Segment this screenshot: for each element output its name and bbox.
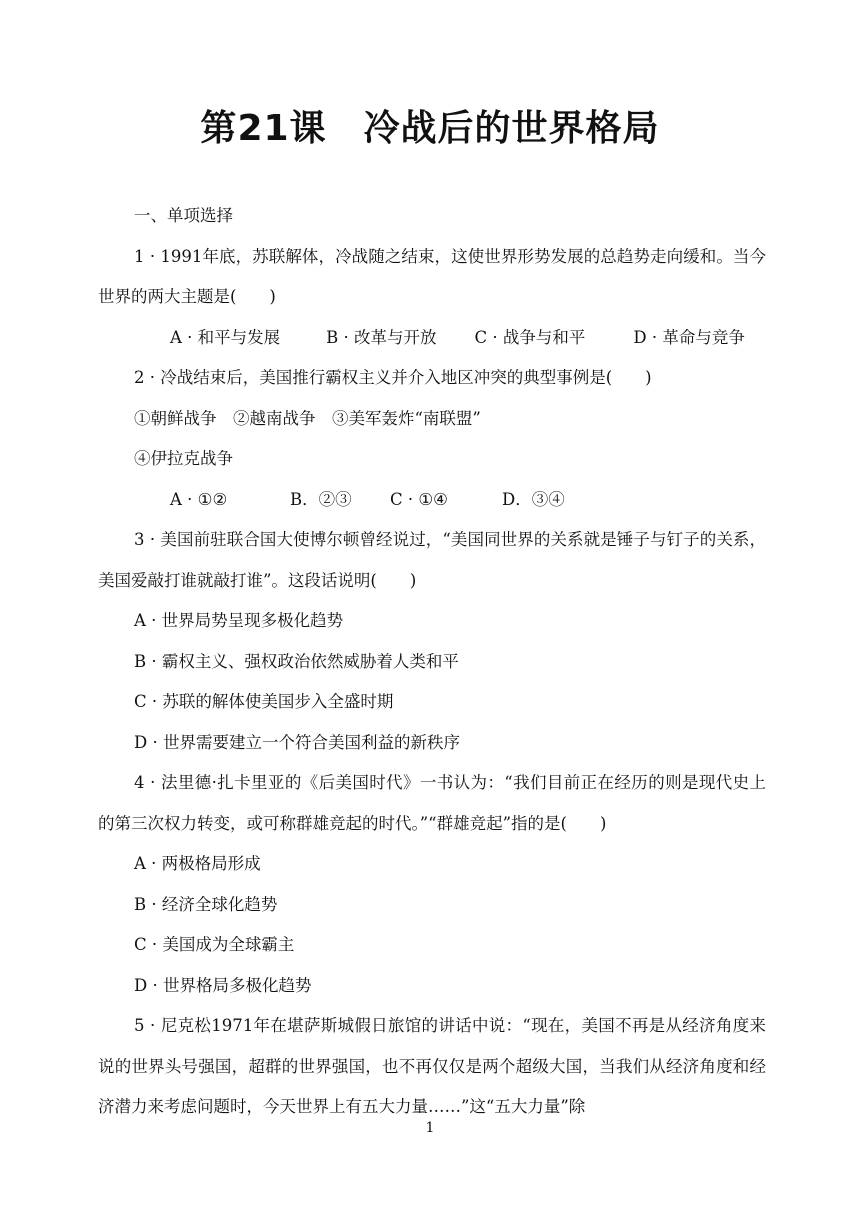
- section-heading: 一、单项选择: [134, 206, 233, 225]
- question-5-stem: 5 · 尼克松1971年在堪萨斯城假日旅馆的讲话中说：“现在，美国不再是从经济角度来说的世界头号强国，超群的世界强国，也不再仅仅是两个超级大国，当我们从经济角度和经济潜力来考虑问题时，今天世界上有五大力量……”这“五大力量”除: [98, 1016, 766, 1116]
- option[interactable]: C · ①④: [390, 489, 448, 509]
- option[interactable]: A · 两极格局形成: [134, 854, 261, 873]
- option[interactable]: D · 革命与竞争: [633, 327, 745, 347]
- option[interactable]: B · 经济全球化趋势: [134, 894, 278, 914]
- question-2-items: ④伊拉克战争: [134, 449, 233, 468]
- option[interactable]: C · 美国成为全球霸主: [134, 935, 295, 954]
- option[interactable]: A · 和平与发展: [170, 327, 281, 347]
- page-number: 1: [425, 1120, 435, 1136]
- title-number: 21: [237, 108, 290, 149]
- option[interactable]: C · 战争与和平: [474, 327, 586, 347]
- title-rest: 课 冷战后的世界格局: [289, 108, 660, 149]
- option[interactable]: D · 世界需要建立一个符合美国利益的新秩序: [134, 732, 460, 752]
- question-2-items: ①朝鲜战争 ②越南战争 ③美军轰炸“南联盟”: [134, 408, 481, 428]
- option[interactable]: B · 改革与开放: [326, 327, 437, 347]
- title-prefix: 第: [200, 108, 238, 149]
- question-1-stem: 1 · 1991年底，苏联解体，冷战随之结束，这使世界形势发展的总趋势走向缓和。当今世界的两大主题是( ): [98, 246, 766, 306]
- question-2-options: [98, 480, 766, 521]
- page-title: [0, 100, 860, 151]
- option[interactable]: D．③④: [502, 489, 565, 509]
- option[interactable]: B．②③: [290, 489, 352, 509]
- option[interactable]: A · ①②: [170, 489, 228, 509]
- question-2-stem: 2 · 冷战结束后，美国推行霸权主义并介入地区冲突的典型事例是( ): [134, 368, 652, 387]
- option[interactable]: B · 霸权主义、强权政治依然威胁着人类和平: [134, 651, 459, 671]
- option[interactable]: A · 世界局势呈现多极化趋势: [134, 611, 344, 630]
- question-1-options: [98, 318, 766, 359]
- question-4-stem: 4 · 法里德·扎卡里亚的《后美国时代》一书认为：“我们目前正在经历的则是现代史上的第三次权力转变，或可称群雄竞起的时代。”“群雄竞起”指的是( ): [98, 773, 766, 833]
- question-list: [98, 196, 766, 1128]
- option[interactable]: C · 苏联的解体使美国步入全盛时期: [134, 692, 394, 711]
- option[interactable]: D · 世界格局多极化趋势: [134, 975, 312, 995]
- question-3-stem: 3 · 美国前驻联合国大使博尔顿曾经说过，“美国同世界的关系就是锤子与钉子的关系，美国爱敲打谁就敲打谁”。这段话说明( ): [98, 530, 766, 590]
